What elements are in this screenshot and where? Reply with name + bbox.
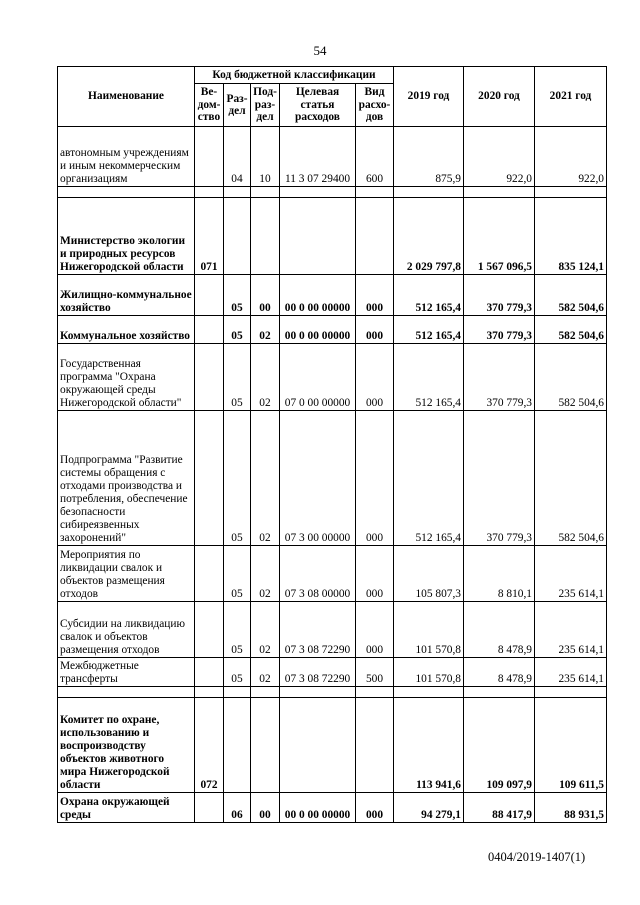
table-row xyxy=(58,275,607,316)
row-dept-cell: 071 xyxy=(195,198,224,275)
row-section-cell: 05 xyxy=(224,275,251,316)
row-name-cell: Межбюджетные трансферты xyxy=(58,658,195,687)
row-2021-value xyxy=(535,687,607,698)
row-subsection-cell: 00 xyxy=(251,793,280,823)
row-2019-value: 875,9 xyxy=(394,127,464,187)
row-dept-cell: 072 xyxy=(195,698,224,793)
row-name-cell: Комитет по охране, использованию и воспроизводству объектов животного мира Нижегородской области xyxy=(58,698,195,793)
table-row xyxy=(58,187,607,198)
row-2019-value: 101 570,8 xyxy=(394,602,464,658)
row-name-cell: автономным учреждениям и иным некоммерческим организациям xyxy=(58,127,195,187)
row-2021-value: 235 614,1 xyxy=(535,658,607,687)
row-name-cell xyxy=(58,187,195,198)
table-row xyxy=(58,316,607,344)
row-dept-cell xyxy=(195,127,224,187)
page-number: 54 xyxy=(313,43,327,58)
table-row xyxy=(58,602,607,658)
table-row xyxy=(58,658,607,687)
header-2019: 2019 год xyxy=(394,67,464,127)
row-2021-value: 582 504,6 xyxy=(535,344,607,411)
row-name-cell: Коммунальное хозяйство xyxy=(58,316,195,344)
row-2020-value: 8 478,9 xyxy=(464,658,535,687)
row-2021-value: 235 614,1 xyxy=(535,546,607,602)
row-2019-value xyxy=(394,687,464,698)
row-name-cell xyxy=(58,687,195,698)
row-exp-type-cell: 000 xyxy=(356,275,394,316)
row-exp-type-cell xyxy=(356,698,394,793)
row-2020-value: 370 779,3 xyxy=(464,344,535,411)
row-target-cell: 07 3 00 00000 xyxy=(280,411,356,546)
row-section-cell: 05 xyxy=(224,546,251,602)
row-dept-cell xyxy=(195,316,224,344)
row-exp-type-cell: 000 xyxy=(356,316,394,344)
row-subsection-cell: 10 xyxy=(251,127,280,187)
header-exp-type: Вид расхо-дов xyxy=(356,84,394,127)
row-dept-cell xyxy=(195,602,224,658)
row-exp-type-cell: 000 xyxy=(356,602,394,658)
row-target-cell: 11 3 07 29400 xyxy=(280,127,356,187)
row-section-cell: 05 xyxy=(224,316,251,344)
row-2019-value xyxy=(394,187,464,198)
row-subsection-cell xyxy=(251,198,280,275)
row-exp-type-cell: 000 xyxy=(356,546,394,602)
budget-table xyxy=(57,66,607,823)
header-2021: 2021 год xyxy=(535,67,607,127)
row-2019-value: 512 165,4 xyxy=(394,411,464,546)
row-2021-value xyxy=(535,187,607,198)
table-row xyxy=(58,198,607,275)
row-2021-value: 109 611,5 xyxy=(535,698,607,793)
row-dept-cell xyxy=(195,344,224,411)
header-subsection: Под-раз-дел xyxy=(251,84,280,127)
row-target-cell: 00 0 00 00000 xyxy=(280,793,356,823)
row-dept-cell xyxy=(195,187,224,198)
row-section-cell: 05 xyxy=(224,344,251,411)
row-exp-type-cell xyxy=(356,687,394,698)
row-target-cell: 07 3 08 72290 xyxy=(280,658,356,687)
row-name-cell: Подпрограмма "Развитие системы обращения с отходами производства и потребления, обеспечение безопасности сибиреязвенных захоронений" xyxy=(58,411,195,546)
row-2019-value: 105 807,3 xyxy=(394,546,464,602)
row-2019-value: 101 570,8 xyxy=(394,658,464,687)
row-target-cell: 00 0 00 00000 xyxy=(280,275,356,316)
row-name-cell: Охрана окружающей среды xyxy=(58,793,195,823)
row-2019-value: 113 941,6 xyxy=(394,698,464,793)
table-row xyxy=(58,127,607,187)
row-2020-value xyxy=(464,687,535,698)
row-2021-value: 582 504,6 xyxy=(535,316,607,344)
row-subsection-cell xyxy=(251,187,280,198)
row-exp-type-cell: 000 xyxy=(356,344,394,411)
table-row xyxy=(58,411,607,546)
row-2020-value: 109 097,9 xyxy=(464,698,535,793)
row-dept-cell xyxy=(195,275,224,316)
row-dept-cell xyxy=(195,658,224,687)
row-subsection-cell: 02 xyxy=(251,602,280,658)
row-2020-value: 1 567 096,5 xyxy=(464,198,535,275)
row-section-cell xyxy=(224,198,251,275)
row-2019-value: 512 165,4 xyxy=(394,275,464,316)
row-2021-value: 835 124,1 xyxy=(535,198,607,275)
row-2021-value: 88 931,5 xyxy=(535,793,607,823)
row-subsection-cell: 00 xyxy=(251,275,280,316)
row-name-cell: Государственная программа "Охрана окружающей среды Нижегородской области" xyxy=(58,344,195,411)
row-exp-type-cell xyxy=(356,198,394,275)
row-section-cell xyxy=(224,187,251,198)
row-2021-value: 582 504,6 xyxy=(535,411,607,546)
row-dept-cell xyxy=(195,546,224,602)
row-name-cell: Министерство экологии и природных ресурсов Нижегородской области xyxy=(58,198,195,275)
row-target-cell: 00 0 00 00000 xyxy=(280,316,356,344)
row-subsection-cell: 02 xyxy=(251,546,280,602)
row-target-cell: 07 3 08 72290 xyxy=(280,602,356,658)
document-code: 0404/2019-1407(1) xyxy=(488,850,586,864)
row-subsection-cell: 02 xyxy=(251,658,280,687)
row-target-cell xyxy=(280,698,356,793)
row-2021-value: 235 614,1 xyxy=(535,602,607,658)
table-row xyxy=(58,698,607,793)
row-exp-type-cell: 500 xyxy=(356,658,394,687)
row-target-cell: 07 0 00 00000 xyxy=(280,344,356,411)
header-name: Наименование xyxy=(58,67,195,127)
header-target: Целевая статья расходов xyxy=(280,84,356,127)
table-row xyxy=(58,344,607,411)
row-2020-value xyxy=(464,187,535,198)
row-exp-type-cell: 600 xyxy=(356,127,394,187)
row-2020-value: 8 478,9 xyxy=(464,602,535,658)
header-dept: Ве-дом-ство xyxy=(195,84,224,127)
header-classification-code: Код бюджетной классификации xyxy=(195,67,394,84)
row-section-cell xyxy=(224,698,251,793)
row-target-cell xyxy=(280,687,356,698)
row-2021-value: 922,0 xyxy=(535,127,607,187)
row-subsection-cell: 02 xyxy=(251,344,280,411)
row-dept-cell xyxy=(195,793,224,823)
row-section-cell: 05 xyxy=(224,411,251,546)
row-name-cell: Субсидии на ликвидацию свалок и объектов размещения отходов xyxy=(58,602,195,658)
row-2019-value: 2 029 797,8 xyxy=(394,198,464,275)
row-subsection-cell xyxy=(251,687,280,698)
row-exp-type-cell xyxy=(356,187,394,198)
header-2020: 2020 год xyxy=(464,67,535,127)
row-2020-value: 88 417,9 xyxy=(464,793,535,823)
row-2020-value: 922,0 xyxy=(464,127,535,187)
row-2019-value: 512 165,4 xyxy=(394,316,464,344)
row-target-cell xyxy=(280,187,356,198)
row-subsection-cell: 02 xyxy=(251,316,280,344)
row-exp-type-cell: 000 xyxy=(356,793,394,823)
row-section-cell: 05 xyxy=(224,658,251,687)
row-2021-value: 582 504,6 xyxy=(535,275,607,316)
row-section-cell: 06 xyxy=(224,793,251,823)
row-target-cell xyxy=(280,198,356,275)
row-name-cell: Жилищно-коммунальное хозяйство xyxy=(58,275,195,316)
row-dept-cell xyxy=(195,411,224,546)
row-2020-value: 370 779,3 xyxy=(464,316,535,344)
table-row xyxy=(58,546,607,602)
row-2019-value: 512 165,4 xyxy=(394,344,464,411)
header-section: Раз-дел xyxy=(224,84,251,127)
table-row xyxy=(58,793,607,823)
row-subsection-cell xyxy=(251,698,280,793)
row-section-cell: 05 xyxy=(224,602,251,658)
row-subsection-cell: 02 xyxy=(251,411,280,546)
row-2020-value: 370 779,3 xyxy=(464,275,535,316)
row-2019-value: 94 279,1 xyxy=(394,793,464,823)
table-row xyxy=(58,687,607,698)
row-exp-type-cell: 000 xyxy=(356,411,394,546)
row-2020-value: 370 779,3 xyxy=(464,411,535,546)
row-section-cell: 04 xyxy=(224,127,251,187)
row-section-cell xyxy=(224,687,251,698)
row-target-cell: 07 3 08 00000 xyxy=(280,546,356,602)
row-name-cell: Мероприятия по ликвидации свалок и объектов размещения отходов xyxy=(58,546,195,602)
row-2020-value: 8 810,1 xyxy=(464,546,535,602)
row-dept-cell xyxy=(195,687,224,698)
